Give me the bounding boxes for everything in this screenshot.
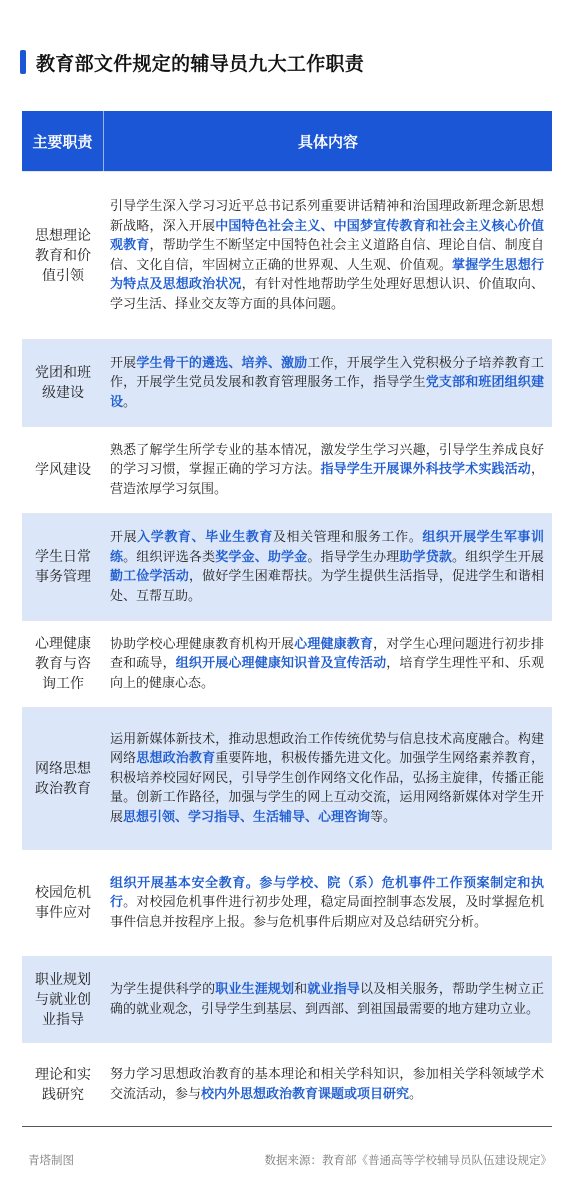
row-label: 思想理论 教育和价 值引领 (35, 227, 91, 284)
body-text: 等。 (370, 809, 397, 825)
row-content (104, 708, 552, 849)
body-text: ，有针对性地帮助学生处理好思想认识、价值取向、学习生活、择业交友等方面的具体问题。 (110, 277, 544, 312)
highlight-text: 助学贷款 (399, 549, 453, 565)
row-label: 党团和班 级建设 (35, 365, 91, 401)
row-text (110, 441, 544, 500)
highlight-text: 就业指导 (307, 982, 360, 997)
row-label: 学风建设 (35, 462, 91, 478)
header-content: 具体内容 (297, 132, 358, 151)
highlight-text: 指导学生开展课外科技学术实践活动 (320, 462, 531, 478)
body-text: ，做好学生困难帮扶。为学生提供生活指导，促进学生和谐相处、互帮互助。 (110, 569, 544, 604)
highlight-text: 思想引领、学习指导、生活辅导、心理咨询 (123, 809, 371, 825)
body-text: ，帮助学生不断坚定中国特色社会主义道路自信、理论自信、制度自信、文化自信，牢固树立正确的世界观、人生观、价值观。 (110, 238, 544, 273)
table-row (22, 513, 552, 620)
row-text (110, 528, 544, 606)
body-text: 开展 (110, 530, 138, 545)
table-row (22, 426, 552, 513)
table-header (22, 111, 552, 171)
highlight-text: 职业生涯规划 (215, 982, 295, 997)
highlight-text: 勤工俭学活动 (110, 569, 189, 584)
table-row (22, 707, 552, 849)
row-label: 学生日常 事务管理 (35, 549, 91, 585)
body-text: 。指导学生办理 (307, 549, 400, 565)
body-text: 引导学生深入学习习近平总书记系列重要讲话精神和治国理政新理念新思想新战略，深入开展 (110, 199, 544, 234)
body-text: 为学生提供科学的 (110, 982, 216, 997)
highlight-text: 入学教育、毕业生教育 (137, 530, 273, 545)
footer-divider (22, 1126, 552, 1127)
row-label: 校园危机 事件应对 (35, 885, 91, 921)
body-text: 及相关管理和服务工作。 (272, 530, 423, 545)
table-row (22, 956, 552, 1042)
body-text: 努力学习思想政治教育的基本理论和相关学科知识，参加相关学科领域学术交流活动，参与 (110, 1067, 544, 1102)
row-label: 理论和实 践研究 (35, 1066, 91, 1103)
row-label: 心理健康 教育与咨 询工作 (35, 636, 91, 692)
row-text (110, 980, 544, 1019)
row-content (104, 427, 552, 513)
highlight-text: 奖学金、助学金 (215, 549, 308, 565)
table-row (22, 1042, 552, 1126)
title-accent-bar (20, 50, 26, 74)
highlight-text: 中国特色社会主义、中国梦宣传教育和社会主义核心价值观教育 (110, 218, 544, 253)
row-text (110, 635, 544, 694)
row-text (110, 354, 544, 413)
body-text: 。对校园危机事件进行初步处理，稳定局面控制事态发展，及时掌握危机事件信息并按程序上报。参与危机事件后期应对及总结研究分析。 (110, 895, 544, 930)
body-text: 重要阵地，积极传播先进文化。加强学生网络素养教育，积极培养校园好网民，引导学生创作网络文化作品，弘扬主旋律，传播正能量。创新工作路径，加强与学生的网上互动交流，运用网络新媒体对学生开展 (110, 751, 544, 825)
highlight-text: 掌握学生思想行为特点及思想政治状况 (110, 257, 544, 292)
table-row (22, 171, 552, 339)
row-content (104, 1043, 552, 1126)
highlight-text: 组织开展心理健康知识普及宣传活动 (175, 656, 387, 672)
row-content (104, 172, 552, 339)
body-text: 运用新媒体新技术，推动思想政治工作传统优势与信息技术高度融合。构建网络 (110, 731, 544, 767)
body-text: ，培育学生理性平和、乐观向上的健康心态。 (110, 656, 544, 691)
highlight-text: 组织开展学生军事训练 (110, 530, 544, 565)
highlight-text: 校内外思想政治教育课题或项目研究 (201, 1086, 410, 1102)
table-row (22, 849, 552, 956)
footer-source: 数据来源：教育部《普通高等学校辅导员队伍建设规定》 (264, 1153, 552, 1167)
row-content (104, 957, 552, 1042)
body-text: ，对学生心理问题进行初步排查和疏导， (110, 636, 544, 672)
row-content (104, 514, 552, 620)
row-text (110, 874, 544, 933)
highlight-text: 心理健康教育 (294, 636, 374, 652)
row-text (110, 1065, 544, 1104)
highlight-text: 思想政治教育 (136, 751, 216, 767)
body-text: 熟悉了解学生所学专业的基本情况，激发学生学习兴趣，引导学生养成良好的学习习惯，掌握正确的学习方法。 (110, 442, 544, 478)
title-block (20, 48, 364, 76)
header-duty: 主要职责 (22, 111, 104, 171)
highlight-text: 学生骨干的遴选、培养、激励 (136, 355, 308, 371)
table-row (22, 620, 552, 707)
table-row (22, 339, 552, 426)
body-text: 。 (409, 1086, 423, 1102)
row-content (104, 621, 552, 707)
duties-table (22, 111, 552, 1126)
body-text: 工作，开展学生入党积极分子培养教育工作，开展学生党员发展和教育管理服务工作，指导学生 (110, 355, 544, 391)
footer-credit: 青塔制图 (28, 1153, 74, 1167)
body-text: 以及相关服务，帮助学生树立正确的就业观念，引导学生到基层、到西部、到祖国最需要的地方建功立业。 (110, 982, 544, 1017)
row-text (110, 197, 544, 314)
highlight-text: 党支部和班团组织建设 (110, 375, 544, 410)
page-title: 教育部文件规定的辅导员九大工作职责 (36, 52, 365, 75)
row-text (110, 730, 544, 828)
body-text: 。组织学生开展 (452, 549, 544, 565)
highlight-text: 组织开展基本安全教育。参与学校、院（系）危机事件工作预案制定和执行 (110, 875, 544, 911)
body-text: 开展 (110, 355, 137, 371)
row-content (104, 850, 552, 956)
body-text: 。组织评选各类 (123, 549, 216, 565)
body-text: ，营造浓厚学习氛围。 (110, 462, 544, 497)
body-text: 。 (123, 394, 137, 410)
row-label: 职业规划 与就业创 业指导 (35, 971, 91, 1028)
row-label: 网络思想 政治教育 (35, 760, 91, 797)
body-text: 和 (294, 982, 308, 997)
row-content (104, 340, 552, 426)
body-text: 协助学校心理健康教育机构开展 (110, 636, 295, 652)
